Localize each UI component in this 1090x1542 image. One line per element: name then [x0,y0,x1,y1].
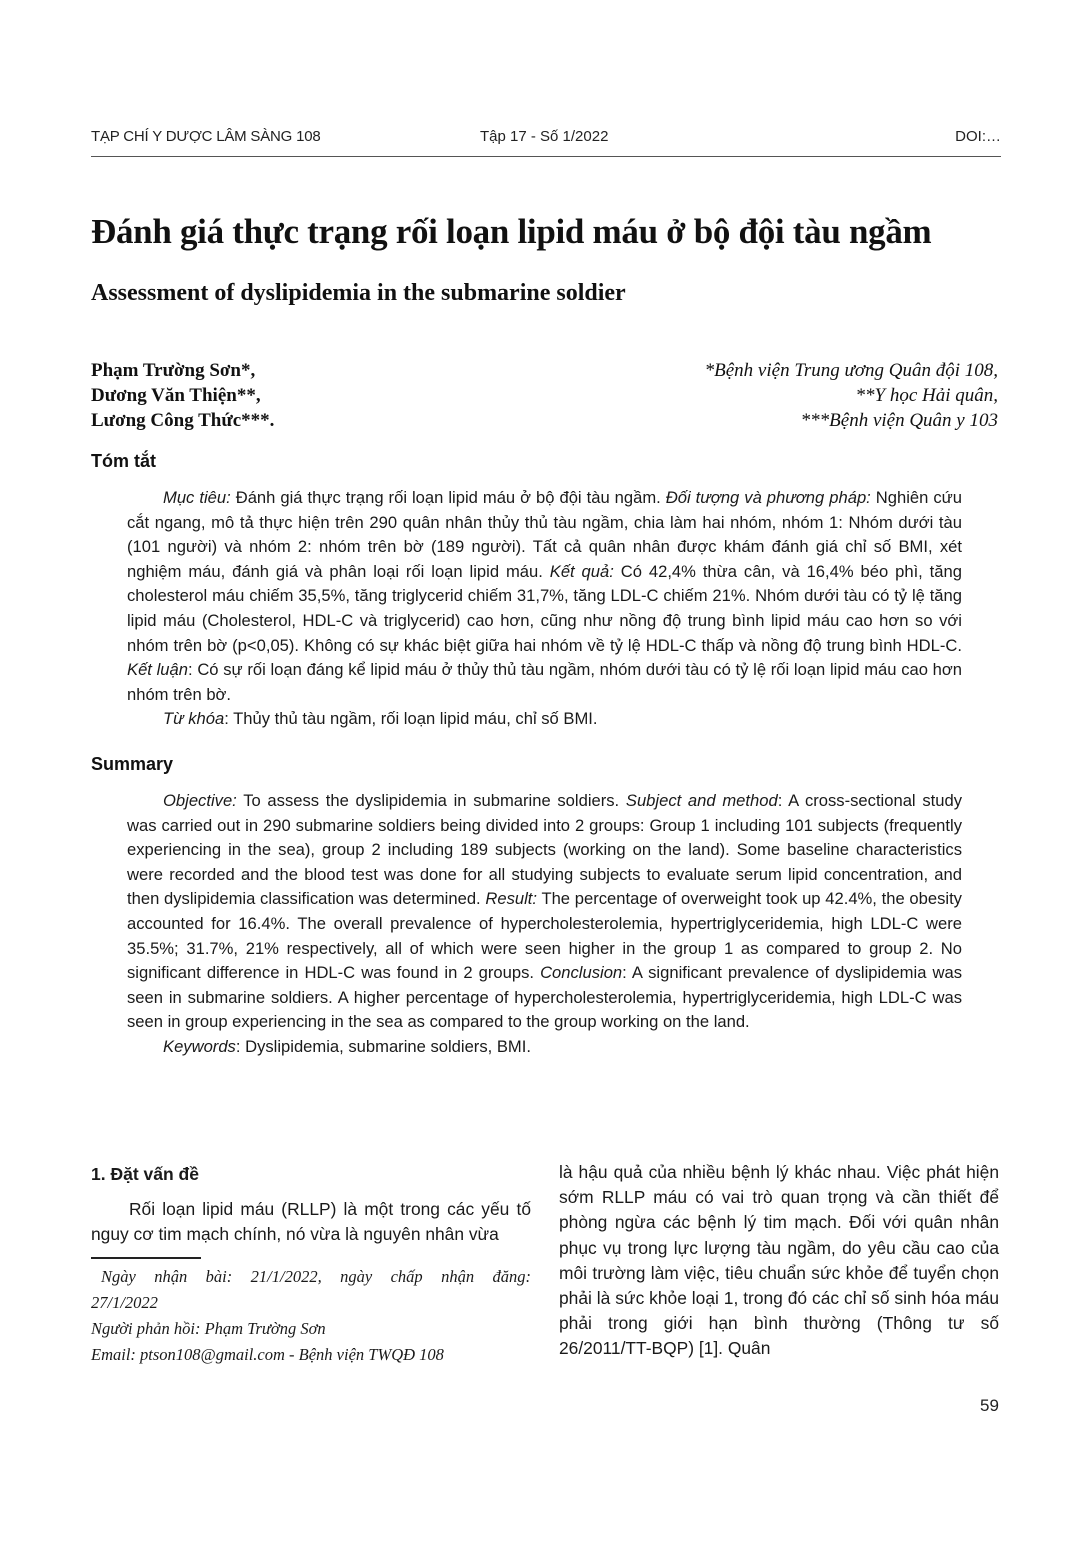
article-title-vietnamese: Đánh giá thực trạng rối loạn lipid máu ở bộ đội tàu ngầm [91,212,932,251]
footnote-divider [91,1257,201,1259]
keywords-label: Keywords [163,1036,236,1056]
author: Dương Văn Thiện**, [91,385,261,406]
author-list [91,358,274,433]
contact-email: Email: ptson108@gmail.com - Bệnh viện TWQĐ 108 [91,1345,444,1364]
keywords-en: Keywords: Dyslipidemia, submarine soldiers, BMI. [163,1036,531,1056]
abstract-vi-heading: Tóm tắt [91,451,156,471]
abstract-english [127,789,962,1060]
abstract-vi-body: Mục tiêu: Đánh giá thực trạng rối loạn lipid máu ở bộ đội tàu ngầm. Đối tượng và phương pháp: Nghiên cứu cắt ngang, mô tả thực hiện trên 290 quân nhân thủy thủ tàu ngầm, chia làm hai nhóm, nhóm 1: Nhóm dưới tàu (101 người) và nhóm 2: nhóm trên bờ (189 người). Tất cả quân nhân được khám đánh giá chỉ số BMI, xét nghiệm máu, đánh giá và phân loại rối loạn lipid máu. Kết quả: Có 42,4% thừa cân, và 16,4% béo phì, tăng cholesterol máu chiếm 35,5%, tăng triglycerid chiếm 31,7%, tăng LDL-C chiếm 21%. Nhóm dưới tàu có tỷ lệ tăng lipid máu (Cholesterol, HDL-C và triglycerid) cao hơn, cũng như nồng độ trung bình lipid máu cao hơn so với nhóm trên bờ (p<0,05). Không có sự khác biệt giữa hai nhóm về tỷ lệ HDL-C thấp và nồng độ trung bình HDL-C. Kết luận: Có sự rối loạn đáng kể lipid máu ở thủy thủ tàu ngầm, nhóm dưới tàu có tỷ lệ rối loạn lipid máu cao hơn nhóm trên bờ. [127,488,963,704]
corresponding-author: Người phản hồi: Phạm Trường Sơn [91,1319,326,1338]
affiliation: *Bệnh viện Trung ương Quân đội 108, [704,360,998,381]
affiliation: **Y học Hải quân, [855,385,998,406]
body-column-right [559,1160,999,1362]
abstract-en-body: Objective: To assess the dyslipidemia in submarine soldiers. Subject and method: A cross-sectional study was carried out in 290 submarine soldiers being divided into 2 groups: Group 1 including 101 subjects (frequently experiencing in the sea), group 2 including 189 subjects (working on the land). Some baseline characteristics were recorded and the blood test was done for all studying subjects to evaluate serum lipid concentration, and then dyslipidemia classification was determined. Result: The percentage of overweight took up 42.4%, the obesity accounted for 16.4%. The overall prevalence of hypercholesterolemia, hypertriglyceridemia, high LDL-C were 35.5%; 31.7%, 21% respectively, all of which were seen higher in the group 1 as compared to group 2. No significant difference in HDL-C was found in 2 groups. Conclusion: A significant prevalence of dyslipidemia was seen in submarine soldiers. A higher percentage of hypercholesterolemia, hypertriglyceridemia, high LDL-C was seen in group experiencing in the sea as compared to the group working on the land. [127,791,962,1032]
result-label: Kết quả: [549,561,614,581]
objective-label: Mục tiêu: [163,488,231,507]
author: Lương Công Thức***. [91,410,275,431]
author: Phạm Trường Sơn*, [91,360,256,381]
section-heading: 1. Đặt vấn đề [91,1164,199,1184]
affiliation: ***Bệnh viện Quân y 103 [800,410,998,431]
received-date: Ngày nhận bài: 21/1/2022, ngày chấp nhận đăng: [101,1267,531,1286]
keywords-label: Từ khóa [163,709,225,729]
doi-label: DOI:… [955,128,1001,145]
result-label: Result: [485,889,538,909]
body-paragraph: là hậu quả của nhiều bệnh lý khác nhau. Việc phát hiện sớm RLLP máu có vai trò quan trọng và cần thiết để phòng ngừa các bệnh lý tim mạch. Đối với quân nhân phục vụ trong lực lượng tàu ngầm, do yêu cầu cao của môi trường làm việc, tiêu chuẩn sức khỏe để tuyển chọn phải là sức khỏe loại 1, trong đó các chỉ số sinh hóa máu phải trong giới hạn bình thường (Thông tư số 26/2011/TT-BQP) [1]. Quân [559,1162,999,1359]
objective-label: Objective: [163,791,237,810]
body-column-left [91,1162,531,1248]
journal-name: TẠP CHÍ Y DƯỢC LÂM SÀNG 108 [91,128,321,145]
page-number: 59 [980,1396,999,1415]
abstract-vietnamese [127,486,962,732]
conclusion-label: Conclusion [540,963,623,983]
conclusion-label: Kết luận [127,660,188,680]
issue-number: Tập 17 - Số 1/2022 [480,128,609,145]
affiliation-list [705,358,998,433]
body-paragraph: Rối loạn lipid máu (RLLP) là một trong các yếu tố nguy cơ tim mạch chính, nó vừa là nguyên nhân vừa [91,1199,531,1245]
method-label: Subject and method [625,791,778,810]
accepted-date: 27/1/2022 [91,1293,158,1312]
running-header [91,128,1001,152]
article-title-english: Assessment of dyslipidemia in the submarine soldier [91,280,626,306]
keywords-vi: Từ khóa: Thủy thủ tàu ngầm, rối loạn lipid máu, chỉ số BMI. [163,709,598,729]
abstract-en-heading: Summary [91,754,174,774]
method-label: Đối tượng và phương pháp: [665,488,871,507]
header-divider [91,156,1001,157]
footnotes [91,1264,531,1368]
